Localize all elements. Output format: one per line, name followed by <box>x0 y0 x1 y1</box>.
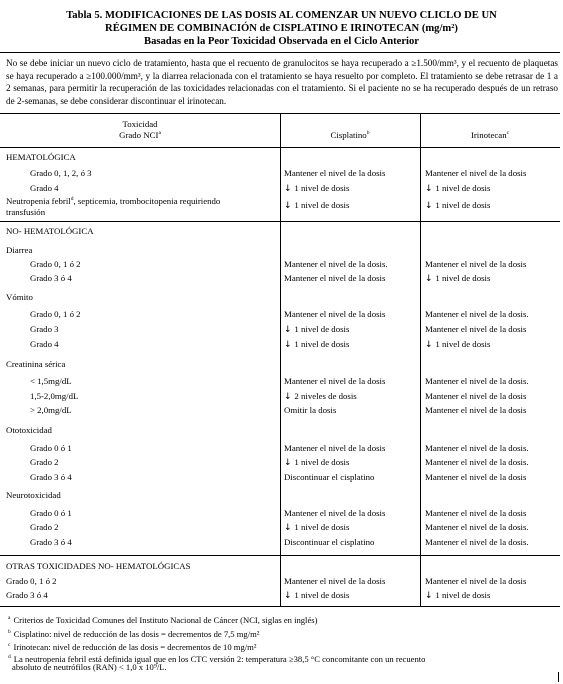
cisplatin-cell-text: 1 nivel de dosis <box>294 324 350 334</box>
down-arrow-icon: ↓ <box>284 591 295 601</box>
down-arrow-icon: ↓ <box>284 184 295 194</box>
irinotecan-cell <box>425 324 526 335</box>
grade-label <box>30 508 72 519</box>
cisplatin-cell <box>284 590 349 602</box>
toxicity-group-text: Creatinina sérica <box>6 359 66 369</box>
irinotecan-cell <box>425 405 526 416</box>
cisplatin-cell-text: 1 nivel de dosis <box>294 200 350 210</box>
header-grade-cell <box>0 130 280 141</box>
cisplatin-cell <box>284 522 349 534</box>
cisplatin-cell-text: 1 nivel de dosis <box>294 339 350 349</box>
irinotecan-cell <box>425 259 526 270</box>
cisplatin-cell <box>284 576 385 587</box>
footnote-marker: b <box>366 130 370 137</box>
grade-label <box>30 457 59 468</box>
down-arrow-icon: ↓ <box>425 340 436 350</box>
grade-label-text: Grado 4 <box>30 339 59 349</box>
row-rule <box>0 221 560 222</box>
grade-label-text: Grado 3 ó 4 <box>30 472 72 482</box>
grade-label-text: > 2,0mg/dL <box>30 405 72 415</box>
irinotecan-cell <box>425 472 526 483</box>
title-line-3: Basadas en la Peor Toxicidad Observada en el Ciclo Anterior <box>144 36 419 47</box>
cisplatin-cell <box>284 183 349 195</box>
irinotecan-cell <box>425 273 490 285</box>
grade-label <box>30 339 59 350</box>
cisplatin-cell-text: Discontinuar el cisplatino <box>284 537 375 547</box>
header-grade-label: Grado NCI <box>119 130 159 140</box>
grade-label <box>30 522 59 533</box>
irinotecan-cell <box>425 457 529 468</box>
irinotecan-cell-text: 1 nivel de dosis <box>435 200 491 210</box>
footnote <box>8 627 259 639</box>
row-rule <box>0 147 560 148</box>
down-arrow-icon: ↓ <box>284 392 295 402</box>
toxicity-group-label <box>6 425 52 436</box>
section-heading-label: OTRAS TOXICIDADES NO- HEMATOLÓGICAS <box>6 561 191 571</box>
irinotecan-cell-text: Mantener el nivel de la dosis. <box>425 443 529 453</box>
irinotecan-cell-text: 1 nivel de dosis <box>435 273 491 283</box>
cisplatin-cell-text: Mantener el nivel de la dosis. <box>284 259 388 269</box>
footnote <box>8 640 256 652</box>
grade-label-text: Grado 2 <box>30 457 59 467</box>
irinotecan-cell <box>425 537 529 548</box>
cisplatin-cell <box>284 200 349 212</box>
grade-label-text: Grado 3 ó 4 <box>6 590 48 600</box>
cisplatin-cell-text: Omitir la dosis <box>284 405 337 415</box>
down-arrow-icon: ↓ <box>425 184 436 194</box>
cisplatin-cell <box>284 472 374 483</box>
row-rule <box>0 555 560 556</box>
grade-label-text: Grado 0 ó 1 <box>30 508 72 518</box>
header-toxicity <box>0 119 280 141</box>
grade-label-text: Grado 3 <box>30 324 59 334</box>
grade-label <box>30 537 72 548</box>
irinotecan-cell-text: Mantener el nivel de la dosis. <box>425 522 529 532</box>
cisplatin-cell-text: Mantener el nivel de la dosis <box>284 168 386 178</box>
toxicity-group-label <box>6 359 65 370</box>
grade-label-text: 1,5-2,0mg/dL <box>30 391 79 401</box>
cisplatin-cell <box>284 405 336 416</box>
cisplatin-cell-text: Mantener el nivel de la dosis <box>284 576 386 586</box>
down-arrow-icon: ↓ <box>425 274 436 284</box>
grade-label-continued <box>6 207 45 218</box>
grade-label <box>30 376 72 387</box>
down-arrow-icon: ↓ <box>284 201 295 211</box>
irinotecan-cell-text: 1 nivel de dosis <box>435 183 491 193</box>
grade-label <box>30 309 81 320</box>
top-rule <box>0 52 560 53</box>
section-heading-label: HEMATOLÓGICA <box>6 152 76 162</box>
toxicity-group-text: Ototoxicidad <box>6 425 52 435</box>
grade-label-text: Grado 3 ó 4 <box>30 537 72 547</box>
cisplatin-cell <box>284 457 349 469</box>
grade-label-text: , septicemia, trombocitopenia requiriendo <box>73 196 221 206</box>
irinotecan-cell-text: Mantener el nivel de la dosis. <box>425 309 529 319</box>
bottom-rule <box>0 606 560 607</box>
grade-label <box>30 391 78 402</box>
irinotecan-cell-text: 1 nivel de dosis <box>435 590 491 600</box>
footnote-text: La neutropenia febril está definida igual que en los CTC versión 2: temperatura ≥38,5 °C concomitante con un recuento <box>13 653 426 664</box>
grade-label <box>30 324 59 335</box>
footnote-marker: a <box>158 130 161 137</box>
grade-label-text: Grado 3 ó 4 <box>30 273 72 283</box>
footnote-text: Cisplatino: nivel de reducción de las dosis = decrementos de 7,5 mg/m² <box>13 628 260 639</box>
irinotecan-cell-text: Mantener el nivel de la dosis <box>425 391 527 401</box>
irinotecan-cell <box>425 200 490 212</box>
cisplatin-cell-text: 1 nivel de dosis <box>294 590 350 600</box>
footnote-text: absoluto de neutrófilos (RAN) < 1,0 x 10⁹/L. <box>12 662 167 672</box>
cisplatin-cell-text: 1 nivel de dosis <box>294 457 350 467</box>
cisplatin-cell <box>284 537 374 548</box>
page-edge-mark <box>558 672 559 682</box>
title-line-1: Tabla 5. MODIFICACIONES DE LAS DOSIS AL COMENZAR UN NUEVO CLICLO DE UN <box>66 10 497 21</box>
grade-label <box>30 168 92 179</box>
down-arrow-icon: ↓ <box>284 325 295 335</box>
down-arrow-icon: ↓ <box>284 340 295 350</box>
cisplatin-cell-text: 1 nivel de dosis <box>294 183 350 193</box>
grade-label-text: Grado 0, 1 ó 2 <box>30 309 81 319</box>
cisplatin-cell <box>284 324 349 336</box>
section-heading <box>6 152 76 163</box>
grade-label-text: Grado 0, 1 ó 2 <box>6 576 57 586</box>
irinotecan-cell <box>425 391 526 402</box>
grade-label-text: Grado 2 <box>30 522 59 532</box>
irinotecan-cell <box>425 576 526 587</box>
down-arrow-icon: ↓ <box>425 591 436 601</box>
irinotecan-cell <box>425 590 490 602</box>
toxicity-group-label <box>6 490 61 501</box>
down-arrow-icon: ↓ <box>425 201 436 211</box>
cisplatin-cell <box>284 168 385 179</box>
footnote-marker: d <box>70 196 74 203</box>
cisplatin-cell-text: Mantener el nivel de la dosis <box>284 443 386 453</box>
irinotecan-cell <box>425 183 490 195</box>
cisplatin-cell-text: Mantener el nivel de la dosis <box>284 273 386 283</box>
irinotecan-cell-text: Mantener el nivel de la dosis <box>425 576 527 586</box>
irinotecan-cell-text: Mantener el nivel de la dosis. <box>425 537 529 547</box>
irinotecan-cell-text: Mantener el nivel de la dosis <box>425 472 527 482</box>
grade-label-text: Grado 0, 1 ó 2 <box>30 259 81 269</box>
footnote-marker: a <box>8 615 11 621</box>
section-heading <box>6 561 191 572</box>
cisplatin-cell-text: Mantener el nivel de la dosis <box>284 309 386 319</box>
footnote-text: Criterios de Toxicidad Comunes del Instituto Nacional de Cáncer (NCI, siglas en inglés) <box>13 614 318 625</box>
grade-label-text: Grado 4 <box>30 183 59 193</box>
irinotecan-cell <box>425 376 529 387</box>
irinotecan-cell-text: 1 nivel de dosis <box>435 339 491 349</box>
cisplatin-cell <box>284 443 385 454</box>
grade-label <box>30 443 72 454</box>
grade-label-text: Grado 0, 1, 2, ó 3 <box>30 168 92 178</box>
irinotecan-cell <box>425 443 529 454</box>
column-divider-1 <box>280 113 281 606</box>
cisplatin-cell <box>284 508 385 519</box>
toxicity-group-text: Neurotoxicidad <box>6 490 61 500</box>
toxicity-group-text: Vómito <box>6 292 33 302</box>
footnote-marker: c <box>506 130 510 137</box>
irinotecan-cell-text: Mantener el nivel de la dosis <box>425 259 527 269</box>
column-divider-2 <box>420 113 421 606</box>
irinotecan-cell <box>425 309 529 320</box>
cisplatin-cell-text: Mantener el nivel de la dosis <box>284 508 386 518</box>
cisplatin-cell-text: Mantener el nivel de la dosis <box>284 376 386 386</box>
irinotecan-cell <box>425 508 526 519</box>
section-heading-label: NO- HEMATOLÓGICA <box>6 226 94 236</box>
header-toxicity-label: Toxicidad <box>122 119 158 129</box>
irinotecan-cell <box>425 522 529 533</box>
irinotecan-cell <box>425 339 490 351</box>
down-arrow-icon: ↓ <box>284 458 295 468</box>
grade-label <box>30 273 72 284</box>
header-cisplatin-label: Cisplatino <box>330 130 367 140</box>
intro-paragraph: No se debe iniciar un nuevo ciclo de tratamiento, hasta que el recuento de granulocitos se haya recuperado a ≥1.500/mm³, y el recuento de plaquetas se haya recuperado a ≥100.000/mm³, y la diarrea relacionada con el tratamiento se haya resuelto por completo. El tratamiento se debe retrasar de 1 a 2 semanas, para permitir la recuperación de las toxicidades relacionadas con el tratamiento. Si el paciente no se ha recuperado después de un retraso de 2-semanas, se debe considerar discontinuar el irinotecan. <box>6 58 558 106</box>
grade-label <box>30 183 59 194</box>
footnote-marker: b <box>8 629 11 635</box>
cisplatin-cell <box>284 339 349 351</box>
cisplatin-cell <box>284 376 385 387</box>
footnote <box>8 613 317 625</box>
irinotecan-cell-text: Mantener el nivel de la dosis <box>425 508 527 518</box>
irinotecan-cell-text: Mantener el nivel de la dosis <box>425 405 527 415</box>
grade-label-text: < 1,5mg/dL <box>30 376 72 386</box>
toxicity-group-label <box>6 292 33 303</box>
cisplatin-cell <box>284 273 385 284</box>
irinotecan-cell <box>425 168 526 179</box>
footnote-marker: c <box>8 642 11 648</box>
grade-label <box>30 405 72 416</box>
cisplatin-cell <box>284 309 385 320</box>
grade-label-text: Neutropenia febril <box>6 196 71 206</box>
irinotecan-cell-text: Mantener el nivel de la dosis. <box>425 457 529 467</box>
cisplatin-cell-text: 1 nivel de dosis <box>294 522 350 532</box>
toxicity-group-text: Diarrea <box>6 245 33 255</box>
grade-label-text: Grado 0 ó 1 <box>30 443 72 453</box>
header-irinotecan <box>420 130 560 141</box>
irinotecan-cell-text: Mantener el nivel de la dosis <box>425 324 527 334</box>
cisplatin-cell <box>284 391 357 403</box>
irinotecan-cell-text: Mantener el nivel de la dosis <box>425 168 527 178</box>
footnote <box>12 662 167 673</box>
grade-label <box>6 590 48 601</box>
irinotecan-cell-text: Mantener el nivel de la dosis. <box>425 376 529 386</box>
header-cisplatin <box>280 130 420 141</box>
header-irinotecan-label: Irinotecan <box>470 130 507 140</box>
footnote-text: Irinotecan: nivel de reducción de las dosis = decrementos de 10 mg/m² <box>13 641 257 652</box>
grade-label-text: transfusión <box>6 207 46 217</box>
grade-label <box>30 259 81 270</box>
cisplatin-cell <box>284 259 388 270</box>
cisplatin-cell-text: 2 niveles de dosis <box>294 391 357 401</box>
toxicity-group-label <box>6 245 32 256</box>
footnote-marker: d <box>8 654 11 660</box>
title-line-2: RÉGIMEN DE COMBINACIÓN de CISPLATINO E IRINOTECAN (mg/m²) <box>105 23 458 34</box>
grade-label <box>30 472 72 483</box>
cisplatin-cell-text: Discontinuar el cisplatino <box>284 472 375 482</box>
section-heading <box>6 226 94 237</box>
grade-label <box>6 196 220 207</box>
table-title <box>0 9 563 48</box>
grade-label <box>6 576 57 587</box>
down-arrow-icon: ↓ <box>284 523 295 533</box>
